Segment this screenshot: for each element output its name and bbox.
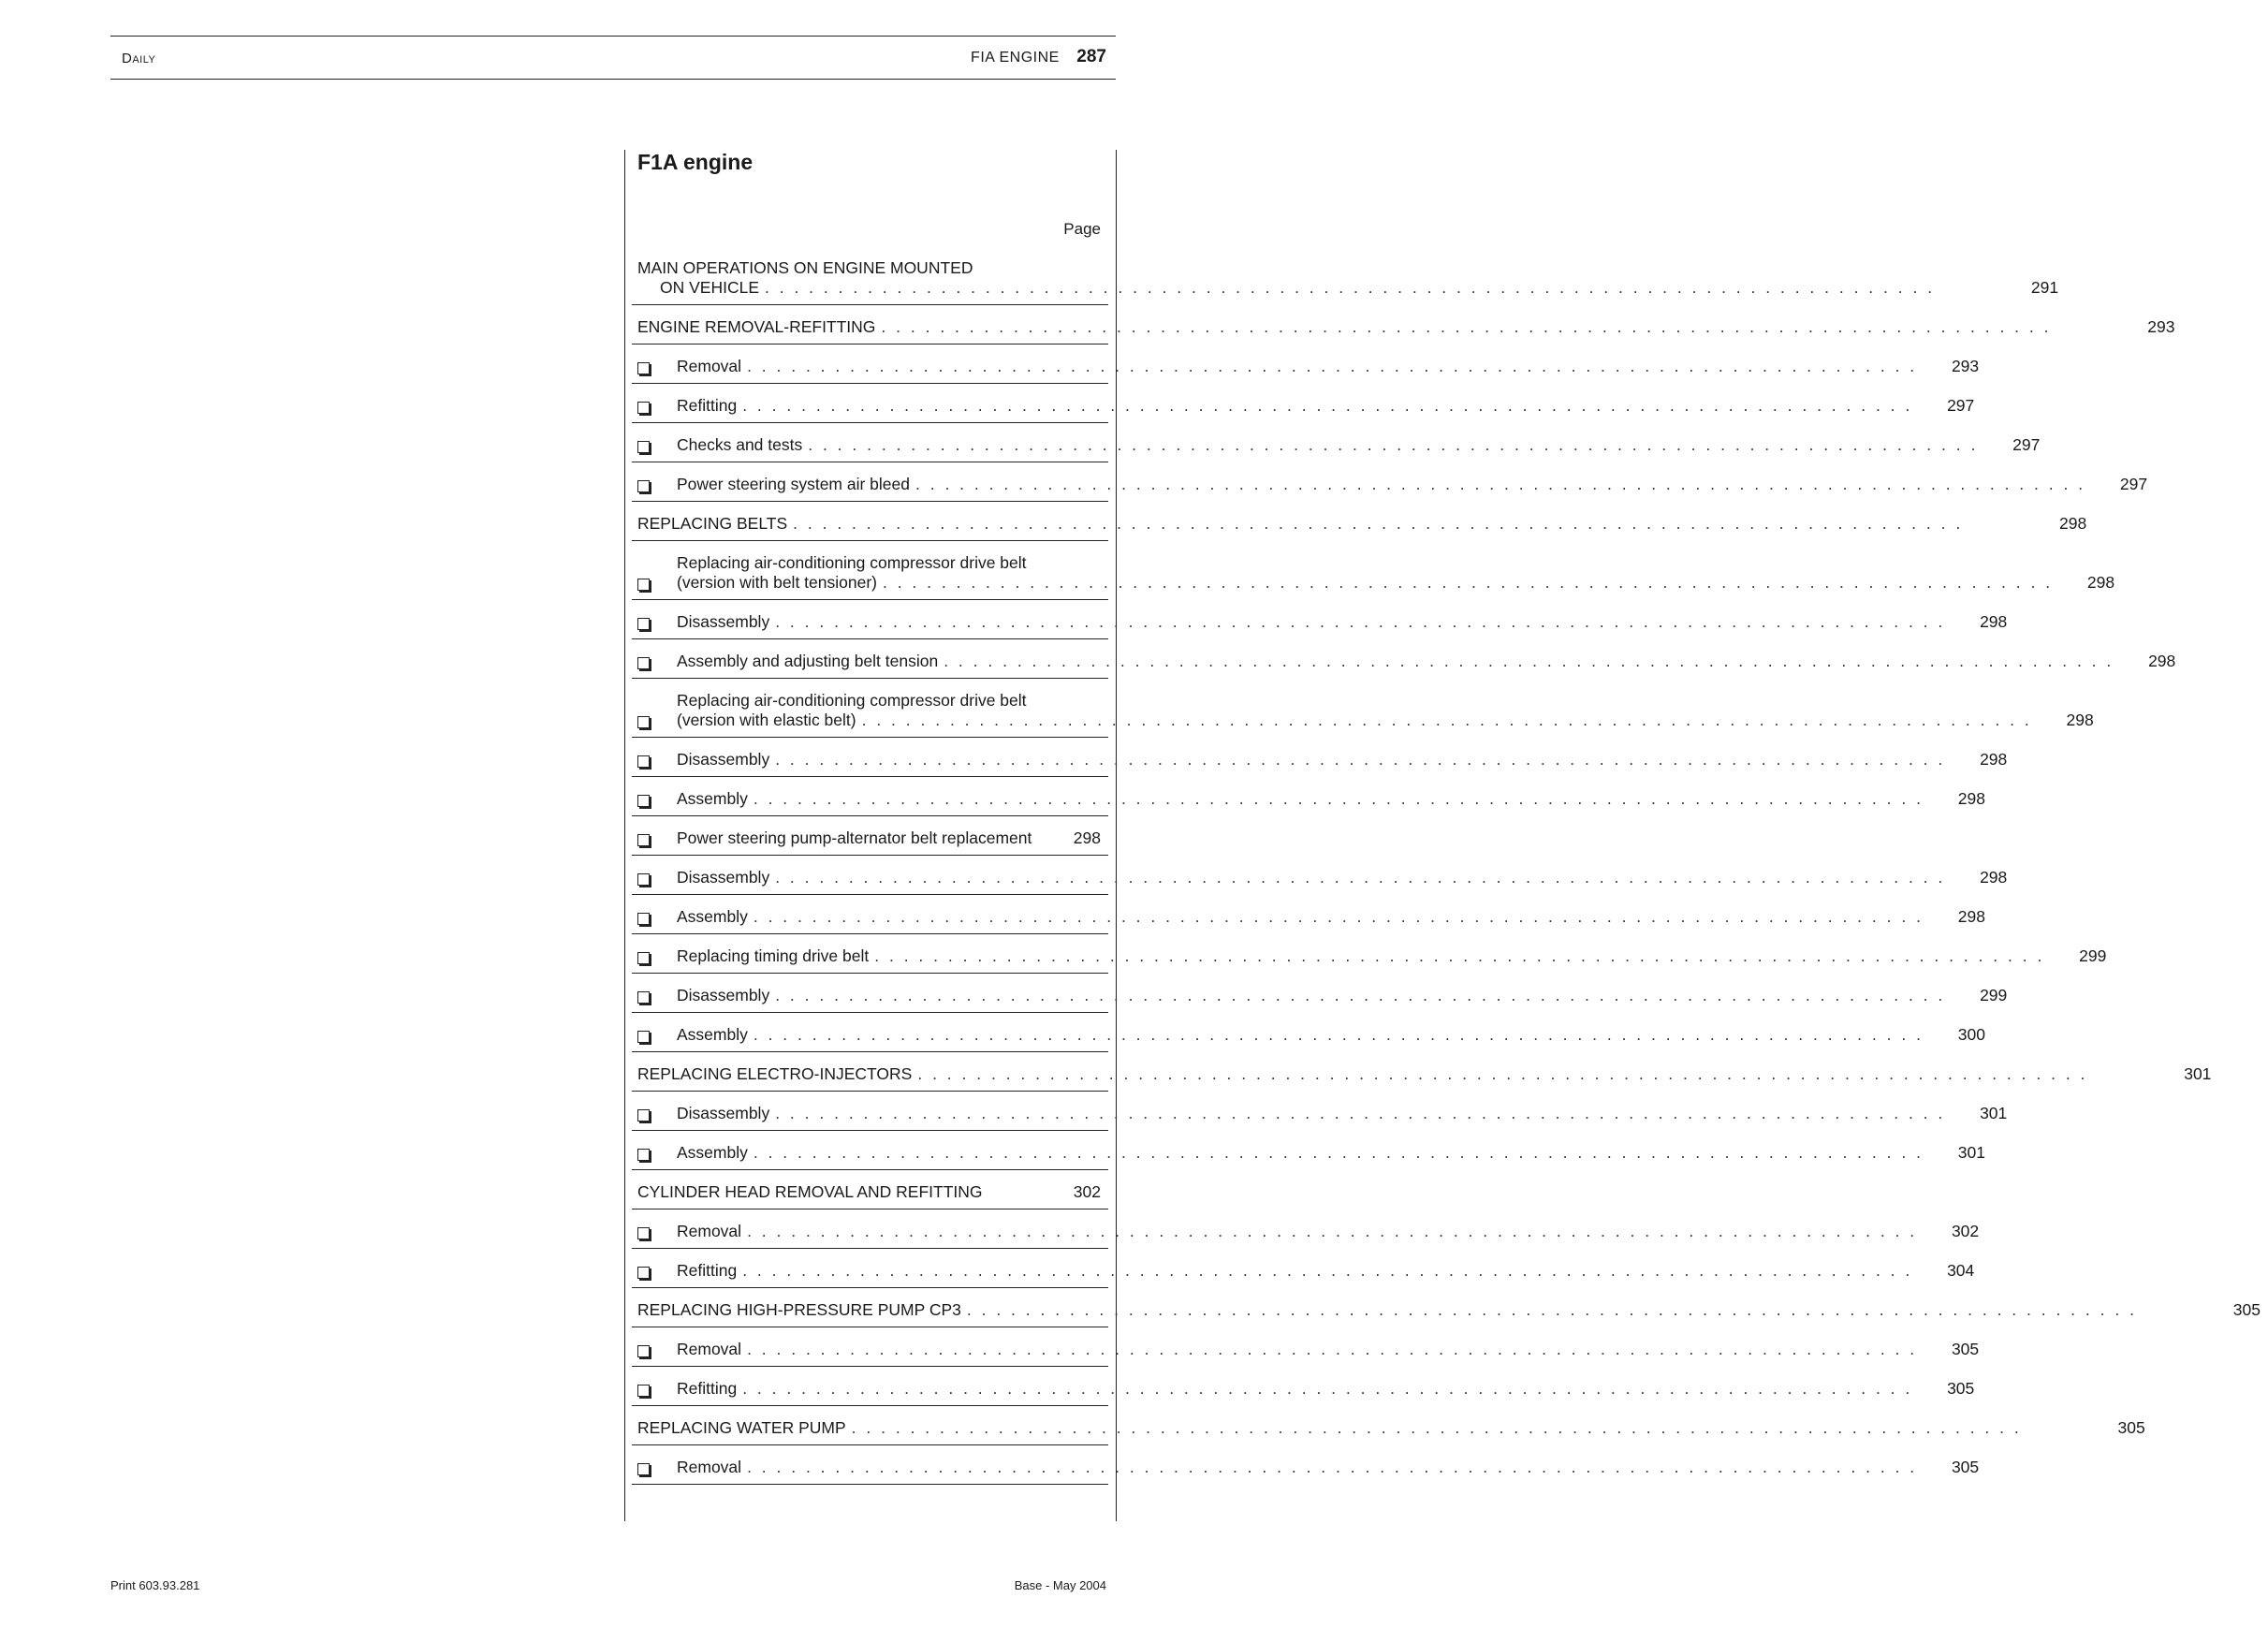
toc-entry [632, 423, 2041, 462]
toc-entry-page: 302 [1073, 1182, 1101, 1201]
toc-entry-page: 299 [2079, 946, 2107, 965]
leader-dots: . . . . . . . . . . . . . . . . . . . . . . . . . . . . . . . . . . . . . . . . . . . . . . . . . . . . . . . . . . . . . . . . . . . . . . . . . . . . . . . . [966, 1300, 2137, 1319]
toc-entry-page: 298 [2066, 711, 2094, 729]
toc-entry [632, 1249, 1975, 1288]
toc-entry-text [632, 691, 2053, 730]
toc-list [632, 255, 2261, 1485]
toc-entry [632, 679, 2094, 738]
toc-entry-page: 297 [1947, 396, 1975, 415]
toc-entry-text [632, 435, 1998, 455]
toc-entry-label: ENGINE REMOVAL-REFITTING [637, 317, 876, 336]
toc-entry-text [632, 1458, 1938, 1477]
header-right [971, 47, 1106, 67]
toc-entry-label: (version with belt tensioner) [677, 573, 877, 592]
leader-dots: . . . . . . . . . . . . . . . . . . . . . . . . . . . . . . . . . . . . . . . . . . . . . . . . . . . . . . . . . . . . . . . . . . . . . . . . . . . . . . . . [753, 1143, 1924, 1162]
toc-entry-label: Disassembly [677, 612, 770, 631]
toc-entry-label: Assembly [677, 1143, 748, 1162]
toc-entry-text [632, 1025, 1944, 1045]
toc-entry-text [632, 986, 1966, 1005]
toc-entry-label: Power steering pump-alternator belt replacement [677, 828, 1032, 847]
leader-dots: . . . . . . . . . . . . . . . . . . . . . . . . . . . . . . . . . . . . . . . . . . . . . . . . . . . . . . . . . . . . . . . . . . . . . . . . . . . . . . . . [915, 475, 2086, 493]
toc-entry-page: 305 [2232, 1300, 2261, 1319]
toc-entry-label: Disassembly [677, 868, 770, 887]
toc-entry-text [632, 553, 2073, 593]
footer-print-number: Print 603.93.281 [110, 1578, 200, 1592]
toc-entry-label: Disassembly [677, 1104, 770, 1122]
toc-entry-text [632, 789, 1944, 809]
toc-entry-label: Disassembly [677, 750, 770, 769]
toc-entry-page: 299 [1980, 986, 2008, 1004]
toc-entry [632, 255, 2059, 305]
toc-entry-page: 301 [1980, 1104, 2008, 1122]
leader-dots: . . . . . . . . . . . . . . . . . . . . . . . . . . . . . . . . . . . . . . . . . . . . . . . . . . . . . . . . . . . . . . . . . . . . . . . . . . . . . . . . [874, 946, 2045, 965]
header-rule-bottom [110, 79, 1116, 80]
toc-entry-label: Removal [677, 357, 742, 375]
leader-dots: . . . . . . . . . . . . . . . . . . . . . . . . . . . . . . . . . . . . . . . . . . . . . . . . . . . . . . . . . . . . . . . . . . . . . . . . . . . . . . . . [742, 1261, 1913, 1280]
toc-entry [632, 1406, 2145, 1445]
toc-entry [632, 1210, 1980, 1249]
toc-entry [632, 502, 2087, 541]
toc-entry [632, 305, 2175, 345]
toc-entry [632, 639, 2176, 679]
toc-entry-text [632, 1261, 1933, 1281]
leader-dots: . . . . . . . . . . . . . . . . . . . . . . . . . . . . . . . . . . . . . . . . . . . . . . . . . . . . . . . . . . . . . . . . . . . . . . . . . . . . . . . . [793, 514, 1964, 533]
toc-entry [632, 974, 2008, 1013]
toc-entry [632, 345, 1980, 384]
toc-entry-label: REPLACING ELECTRO-INJECTORS [637, 1064, 913, 1083]
toc-entry-page: 293 [1951, 357, 1980, 375]
leader-dots: . . . . . . . . . . . . . . . . . . . . . . . . . . . . . . . . . . . . . . . . . . . . . . . . . . . . . . . . . . . . . . . . . . . . . . . . . . . . . . . . [747, 357, 1918, 375]
toc-entry-text [632, 1064, 2170, 1084]
toc-entry-text [632, 475, 2106, 494]
toc-entry [632, 895, 1985, 934]
leader-dots: . . . . . . . . . . . . . . . . . . . . . . . . . . . . . . . . . . . . . . . . . . . . . . . . . . . . . . . . . . . . . . . . . . . . . . . . . . . . . . . . [881, 317, 2052, 336]
toc-entry [632, 1052, 2212, 1092]
leader-dots: . . . . . . . . . . . . . . . . . . . . . . . . . . . . . . . . . . . . . . . . . . . . . . . . . . . . . . . . . . . . . . . . . . . . . . . . . . . . . . . . [775, 986, 1946, 1004]
toc-entry-label: Replacing air-conditioning compressor drive belt [677, 691, 1027, 710]
toc-entry-page: 298 [2086, 573, 2115, 592]
toc-page-heading: Page [1063, 220, 1101, 238]
toc-entry-text [632, 1340, 1938, 1359]
toc-entry-text [632, 868, 1966, 887]
toc-entry-page: 298 [1957, 907, 1985, 926]
toc-entry [632, 1367, 1975, 1406]
header-title-left: Daily [122, 51, 156, 66]
leader-dots: . . . . . . . . . . . . . . . . . . . . . . . . . . . . . . . . . . . . . . . . . . . . . . . . . . . . . . . . . . . . . . . . . . . . . . . . . . . . . . . . [861, 711, 2032, 729]
toc-entry-page: 293 [2147, 317, 2175, 336]
toc-entry-text [632, 1300, 2219, 1320]
toc-entry [632, 1170, 1108, 1210]
toc-entry-label: Power steering system air bleed [677, 475, 910, 493]
toc-entry-label: REPLACING BELTS [637, 514, 788, 533]
toc-entry-page: 305 [2117, 1418, 2145, 1437]
toc-entry-page: 298 [2148, 652, 2176, 670]
toc-entry [632, 541, 2115, 600]
toc-entry-label: Replacing timing drive belt [677, 946, 870, 965]
toc-entry-label: Removal [677, 1340, 742, 1358]
leader-dots: . . . . . . . . . . . . . . . . . . . . . . . . . . . . . . . . . . . . . . . . . . . . . . . . . . . . . . . . . . . . . . . . . . . . . . . . . . . . . . . . [753, 1025, 1924, 1044]
leader-dots: . . . . . . . . . . . . . . . . . . . . . . . . . . . . . . . . . . . . . . . . . . . . . . . . . . . . . . . . . . . . . . . . . . . . . . . . . . . . . . . . [775, 868, 1946, 887]
toc-entry-label: Checks and tests [677, 435, 803, 454]
toc-entry-text [632, 1143, 1944, 1163]
toc-entry-text [632, 1104, 1966, 1123]
toc-entry-text [632, 396, 1933, 416]
toc-entry-page: 300 [1957, 1025, 1985, 1044]
toc-entry-text [632, 750, 1966, 770]
toc-entry [632, 934, 2107, 974]
toc-entry-label: Refitting [677, 1379, 738, 1398]
leader-dots: . . . . . . . . . . . . . . . . . . . . . . . . . . . . . . . . . . . . . . . . . . . . . . . . . . . . . . . . . . . . . . . . . . . . . . . . . . . . . . . . [747, 1222, 1918, 1240]
toc-entry-text [632, 317, 2134, 337]
toc-entry-text [632, 652, 2134, 671]
toc-entry [632, 1013, 1985, 1052]
leader-dots: . . . . . . . . . . . . . . . . . . . . . . . . . . . . . . . . . . . . . . . . . . . . . . . . . . . . . . . . . . . . . . . . . . . . . . . . . . . . . . . . [753, 789, 1924, 808]
toc-entry-text [632, 1222, 1938, 1241]
leader-dots: . . . . . . . . . . . . . . . . . . . . . . . . . . . . . . . . . . . . . . . . . . . . . . . . . . . . . . . . . . . . . . . . . . . . . . . . . . . . . . . . [775, 1104, 1946, 1122]
toc-entry [632, 462, 2148, 502]
leader-dots: . . . . . . . . . . . . . . . . . . . . . . . . . . . . . . . . . . . . . . . . . . . . . . . . . . . . . . . . . . . . . . . . . . . . . . . . . . . . . . . . [917, 1064, 2088, 1083]
leader-dots: . . . . . . . . . . . . . . . . . . . . . . . . . . . . . . . . . . . . . . . . . . . . . . . . . . . . . . . . . . . . . . . . . . . . . . . . . . . . . . . . [747, 1458, 1918, 1476]
leader-dots: . . . . . . . . . . . . . . . . . . . . . . . . . . . . . . . . . . . . . . . . . . . . . . . . . . . . . . . . . . . . . . . . . . . . . . . . . . . . . . . . [851, 1418, 2022, 1437]
toc-entry-page: 298 [1980, 750, 2008, 769]
toc-entry-label: Refitting [677, 1261, 738, 1280]
toc-entry-page: 298 [1980, 868, 2008, 887]
toc-entry-label: (version with elastic belt) [677, 711, 856, 729]
toc-entry-text [632, 514, 2045, 534]
header-page-number: 287 [1076, 47, 1106, 66]
toc-entry-label: Removal [677, 1458, 742, 1476]
leader-dots: . . . . . . . . . . . . . . . . . . . . . . . . . . . . . . . . . . . . . . . . . . . . . . . . . . . . . . . . . . . . . . . . . . . . . . . . . . . . . . . . [775, 750, 1946, 769]
toc-entry-label: Assembly [677, 1025, 748, 1044]
toc-entry-text [632, 612, 1966, 632]
toc-entry-page: 291 [2030, 278, 2059, 297]
toc-entry [632, 738, 2008, 777]
toc-entry [632, 1131, 1985, 1170]
toc-entry-text [632, 946, 2065, 966]
toc-entry-label: ON VEHICLE [660, 278, 759, 297]
toc-entry-text [632, 828, 1060, 848]
leader-dots: . . . . . . . . . . . . . . . . . . . . . . . . . . . . . . . . . . . . . . . . . . . . . . . . . . . . . . . . . . . . . . . . . . . . . . . . . . . . . . . . [765, 278, 1936, 297]
toc-column-left-rule [624, 150, 625, 1521]
toc-entry [632, 384, 1975, 423]
toc-title: F1A engine [637, 150, 754, 174]
toc-entry-text [632, 1418, 2104, 1438]
toc-entry-page: 305 [1951, 1340, 1980, 1358]
leader-dots: . . . . . . . . . . . . . . . . . . . . . . . . . . . . . . . . . . . . . . . . . . . . . . . . . . . . . . . . . . . . . . . . . . . . . . . . . . . . . . . . [808, 435, 1979, 454]
leader-dots: . . . . . . . . . . . . . . . . . . . . . . . . . . . . . . . . . . . . . . . . . . . . . . . . . . . . . . . . . . . . . . . . . . . . . . . . . . . . . . . . [944, 652, 2114, 670]
toc-entry-label: MAIN OPERATIONS ON ENGINE MOUNTED [637, 258, 973, 277]
toc-entry-page: 301 [1957, 1143, 1985, 1162]
toc-entry-label: Refitting [677, 396, 738, 415]
toc-entry-label: REPLACING HIGH-PRESSURE PUMP CP3 [637, 1300, 961, 1319]
toc-entry-page: 304 [1947, 1261, 1975, 1280]
toc-entry [632, 600, 2008, 639]
toc-entry [632, 856, 2008, 895]
leader-dots: . . . . . . . . . . . . . . . . . . . . . . . . . . . . . . . . . . . . . . . . . . . . . . . . . . . . . . . . . . . . . . . . . . . . . . . . . . . . . . . . [753, 907, 1924, 926]
toc-entry-page: 298 [1957, 789, 1985, 808]
toc-entry-text [632, 258, 2017, 298]
footer-edition: Base - May 2004 [1014, 1578, 1106, 1592]
toc-entry-page: 301 [2184, 1064, 2212, 1083]
toc-entry-text [632, 907, 1944, 927]
toc-entry-label: Assembly [677, 907, 748, 926]
toc-entry-text [632, 1182, 1060, 1202]
leader-dots: . . . . . . . . . . . . . . . . . . . . . . . . . . . . . . . . . . . . . . . . . . . . . . . . . . . . . . . . . . . . . . . . . . . . . . . . . . . . . . . . [742, 396, 1913, 415]
toc-entry-label: CYLINDER HEAD REMOVAL AND REFITTING [637, 1182, 983, 1201]
toc-entry [632, 1327, 1980, 1367]
toc-entry [632, 777, 1985, 816]
leader-dots: . . . . . . . . . . . . . . . . . . . . . . . . . . . . . . . . . . . . . . . . . . . . . . . . . . . . . . . . . . . . . . . . . . . . . . . . . . . . . . . . [742, 1379, 1913, 1398]
toc-entry-label: Removal [677, 1222, 742, 1240]
toc-entry-page: 297 [2119, 475, 2148, 493]
toc-entry-label: Disassembly [677, 986, 770, 1004]
toc-entry [632, 1445, 1980, 1485]
toc-entry-page: 305 [1951, 1458, 1980, 1476]
toc-entry [632, 816, 1108, 856]
toc-entry-label: REPLACING WATER PUMP [637, 1418, 846, 1437]
leader-dots: . . . . . . . . . . . . . . . . . . . . . . . . . . . . . . . . . . . . . . . . . . . . . . . . . . . . . . . . . . . . . . . . . . . . . . . . . . . . . . . . [882, 573, 2054, 592]
toc-entry [632, 1092, 2008, 1131]
toc-entry-text [632, 357, 1938, 376]
toc-entry-label: Replacing air-conditioning compressor drive belt [677, 553, 1027, 572]
toc-entry-page: 305 [1947, 1379, 1975, 1398]
table-of-contents [632, 148, 2261, 1485]
toc-entry-page: 302 [1951, 1222, 1980, 1240]
toc-entry-label: Assembly and adjusting belt tension [677, 652, 939, 670]
toc-entry-label: Assembly [677, 789, 748, 808]
toc-entry-page: 298 [2059, 514, 2087, 533]
toc-entry-page: 297 [2012, 435, 2041, 454]
header-section: FIA ENGINE [971, 50, 1060, 66]
header-rule-top [110, 36, 1116, 37]
leader-dots: . . . . . . . . . . . . . . . . . . . . . . . . . . . . . . . . . . . . . . . . . . . . . . . . . . . . . . . . . . . . . . . . . . . . . . . . . . . . . . . . [747, 1340, 1918, 1358]
toc-entry-text [632, 1379, 1933, 1399]
toc-entry-page: 298 [1980, 612, 2008, 631]
toc-entry-page: 298 [1073, 828, 1101, 847]
leader-dots: . . . . . . . . . . . . . . . . . . . . . . . . . . . . . . . . . . . . . . . . . . . . . . . . . . . . . . . . . . . . . . . . . . . . . . . . . . . . . . . . [775, 612, 1946, 631]
toc-entry [632, 1288, 2261, 1327]
